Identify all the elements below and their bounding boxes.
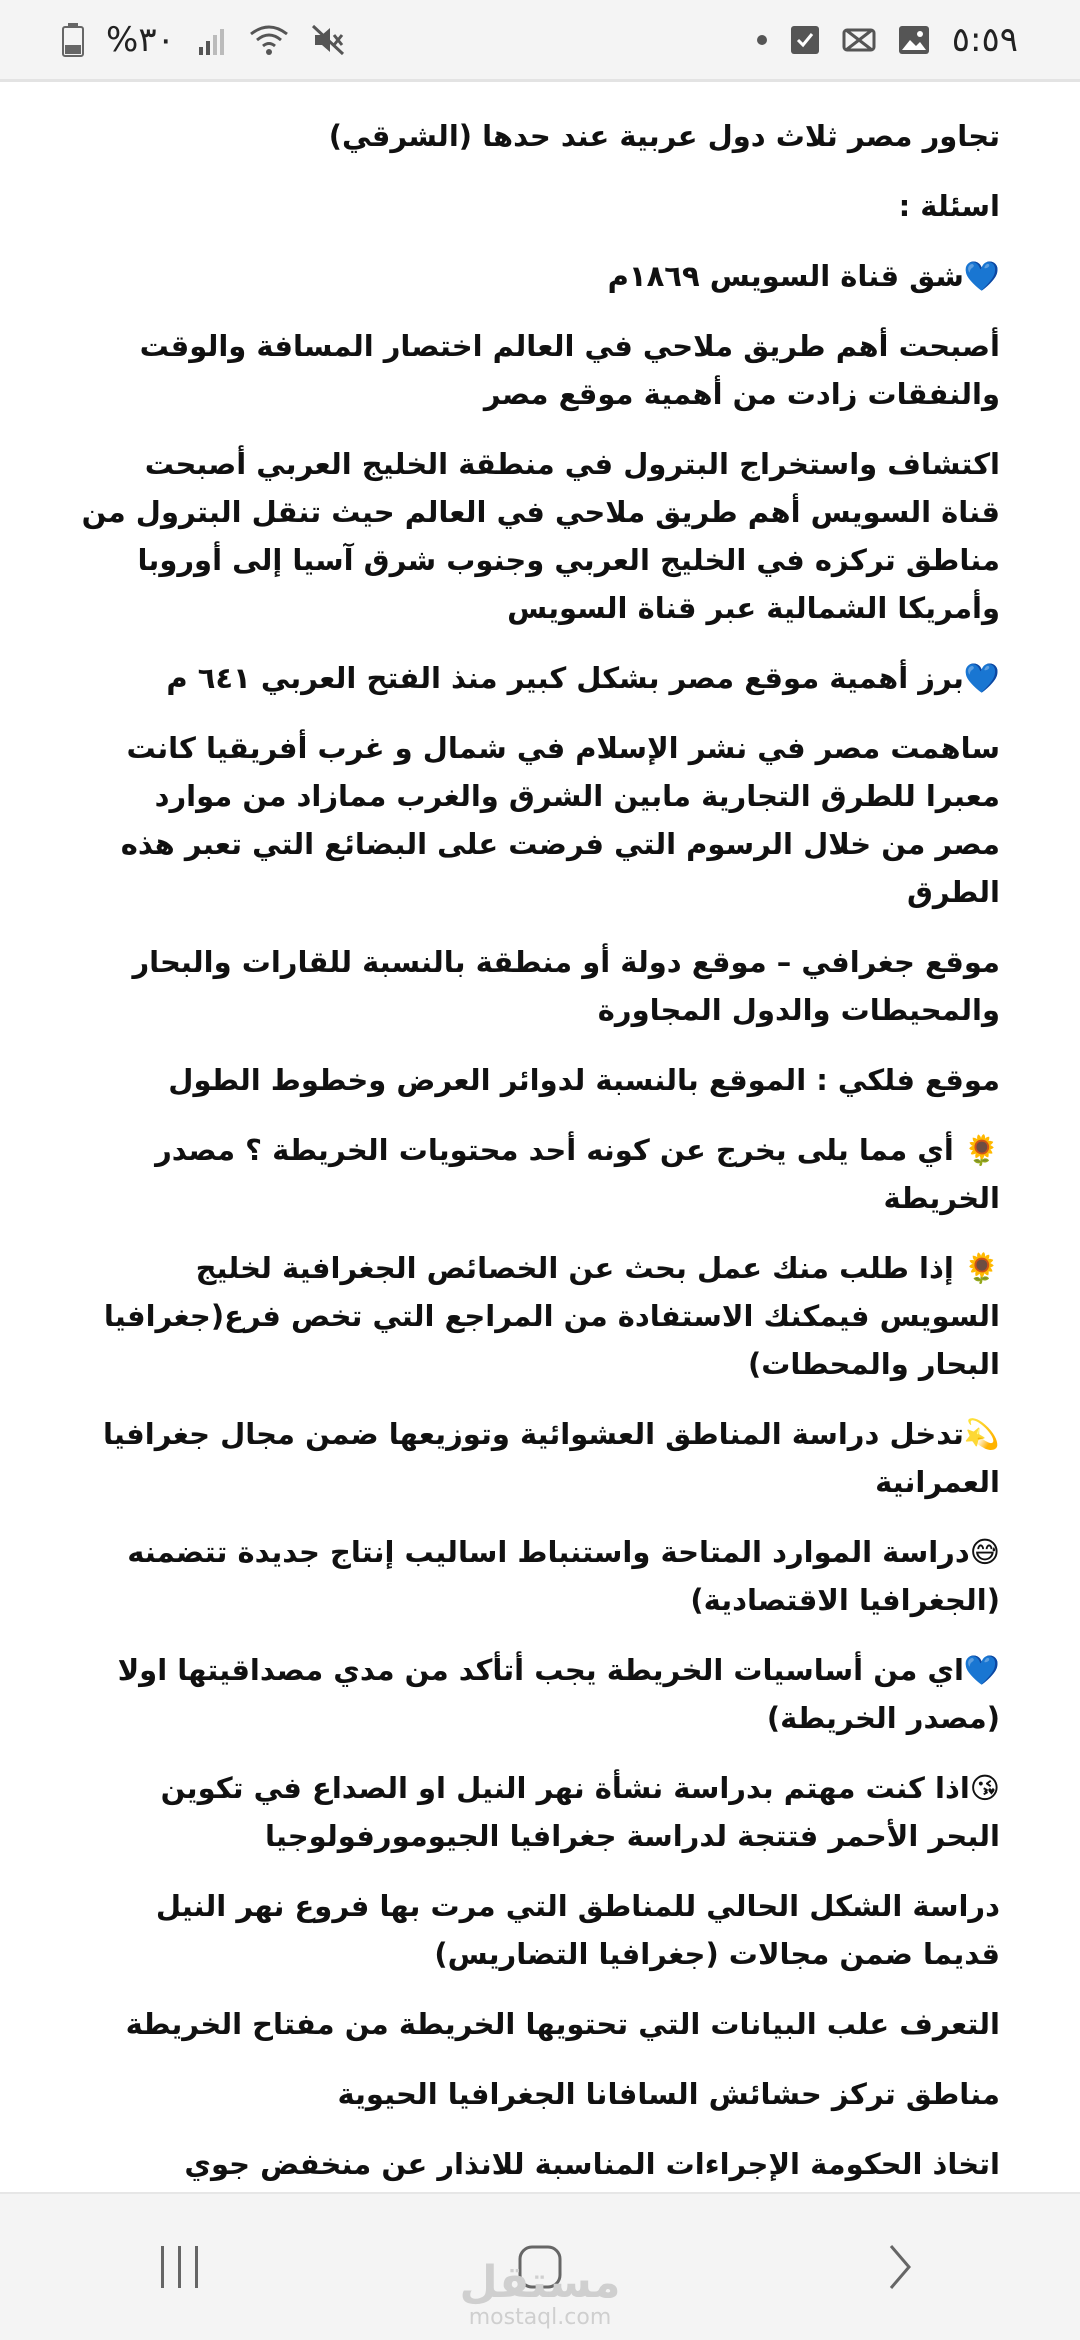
mute-icon bbox=[311, 24, 345, 56]
paragraph-3: 💙شق قناة السويس ١٨٦٩م bbox=[607, 259, 1000, 293]
paragraph-2: اسئلة : bbox=[898, 189, 1000, 223]
status-time: ٥:٥٩ bbox=[951, 19, 1018, 60]
navigation-bar bbox=[0, 2192, 1080, 2340]
paragraph-7: ساهمت مصر في نشر الإسلام في شمال و غرب أفريقيا كانت معبرا للطرق التجارية مابين الشرق والغرب ممازاد من موارد مصر من خلال الرسوم التي فرضت على البضائع التي تعبر هذه الطرق bbox=[120, 731, 1000, 909]
battery-percent: %٣٠ bbox=[106, 19, 175, 60]
paragraph-18: مناطق تركز حشائش السافانا الجغرافيا الحيوية bbox=[337, 2077, 1000, 2111]
dot-icon bbox=[756, 34, 768, 46]
watermark-logo-text: مستقل bbox=[459, 2257, 621, 2308]
battery-icon bbox=[62, 23, 84, 57]
recent-apps-button[interactable] bbox=[100, 2217, 260, 2317]
home-icon bbox=[515, 2242, 565, 2292]
status-bar-right bbox=[756, 20, 1018, 60]
paragraph-8: موقع جغرافي – موقع دولة أو منطقة بالنسبة للقارات والبحار والمحيطات والدول المجاورة bbox=[132, 945, 1000, 1027]
paragraph-19: اتخاذ الحكومة الإجراءات المناسبة للانذار عن منخفض جوي bbox=[184, 2147, 1000, 2181]
paragraph-12: 💫تدخل دراسة المناطق العشوائية وتوزيعها ضمن مجال جغرافيا العمرانية bbox=[103, 1417, 1000, 1499]
paragraph-11: 🌻 إذا طلب منك عمل بحث عن الخصائص الجغرافية لخليج السويس فيمكنك الاستفادة من المراجع التي تخص فرع(جغرافيا البحار والمحطات) bbox=[103, 1251, 1000, 1381]
paragraph-5: اكتشاف واستخراج البترول في منطقة الخليج العربي أصبحت قناة السويس أهم طريق ملاحي في العالم حيث تنقل البترول من مناطق تركزه في الخليج العربي وجنوب شرق آسيا إلى أوروبا وأمريكا الشمالية عبر قناة السويس bbox=[81, 447, 1000, 625]
document-content[interactable] bbox=[0, 82, 1080, 2192]
status-bar bbox=[0, 0, 1080, 82]
paragraph-15: 😘اذا كنت مهتم بدراسة نشأة نهر النيل او الصداع في تكوين البحر الأحمر فتتجة لدراسة جغرافيا الجيومورفولوجيا bbox=[160, 1771, 1000, 1853]
paragraph-9: موقع فلكي : الموقع بالنسبة لدوائر العرض وخطوط الطول bbox=[168, 1063, 1000, 1097]
chevron-right-icon bbox=[875, 2242, 925, 2292]
paragraph-1: تجاور مصر ثلاث دول عربية عند حدها (الشرقي) bbox=[328, 119, 1000, 153]
checkbox-icon bbox=[790, 25, 820, 55]
no-signal-icon bbox=[842, 26, 876, 54]
paragraph-13: 😅دراسة الموارد المتاحة واستنباط اساليب إنتاج جديدة تتضمنه (الجغرافيا الاقتصادية) bbox=[127, 1535, 1000, 1617]
picture-icon bbox=[898, 25, 930, 55]
home-button[interactable] bbox=[459, 2217, 621, 2330]
wifi-icon bbox=[249, 24, 289, 56]
paragraph-10: 🌻 أي مما يلى يخرج عن كونه أحد محتويات الخريطة ؟ مصدر الخريطة bbox=[155, 1133, 1000, 1215]
paragraph-17: التعرف علب البيانات التي تحتويها الخريطة من مفتاح الخريطة bbox=[125, 2007, 1000, 2041]
signal-icon bbox=[197, 25, 227, 55]
paragraph-14: 💙اي من أساسيات الخريطة يجب أتأكد من مدي مصداقيتها اولا (مصدر الخريطة) bbox=[117, 1653, 1000, 1735]
status-bar-left bbox=[62, 20, 345, 60]
back-button[interactable] bbox=[820, 2217, 980, 2317]
watermark-url: mostaql.com bbox=[468, 2305, 612, 2330]
recent-apps-icon bbox=[155, 2242, 205, 2292]
paragraph-16: دراسة الشكل الحالي للمناطق التي مرت بها فروع نهر النيل قديما ضمن مجالات (جغرافيا التضاريس) bbox=[155, 1889, 1000, 1971]
paragraph-6: 💙برز أهمية موقع مصر بشكل كبير منذ الفتح العربي ٦٤١ م bbox=[166, 661, 1000, 695]
paragraph-4: أصبحت أهم طريق ملاحي في العالم اختصار المسافة والوقت والنفقات زادت من أهمية موقع مصر bbox=[139, 329, 1000, 411]
